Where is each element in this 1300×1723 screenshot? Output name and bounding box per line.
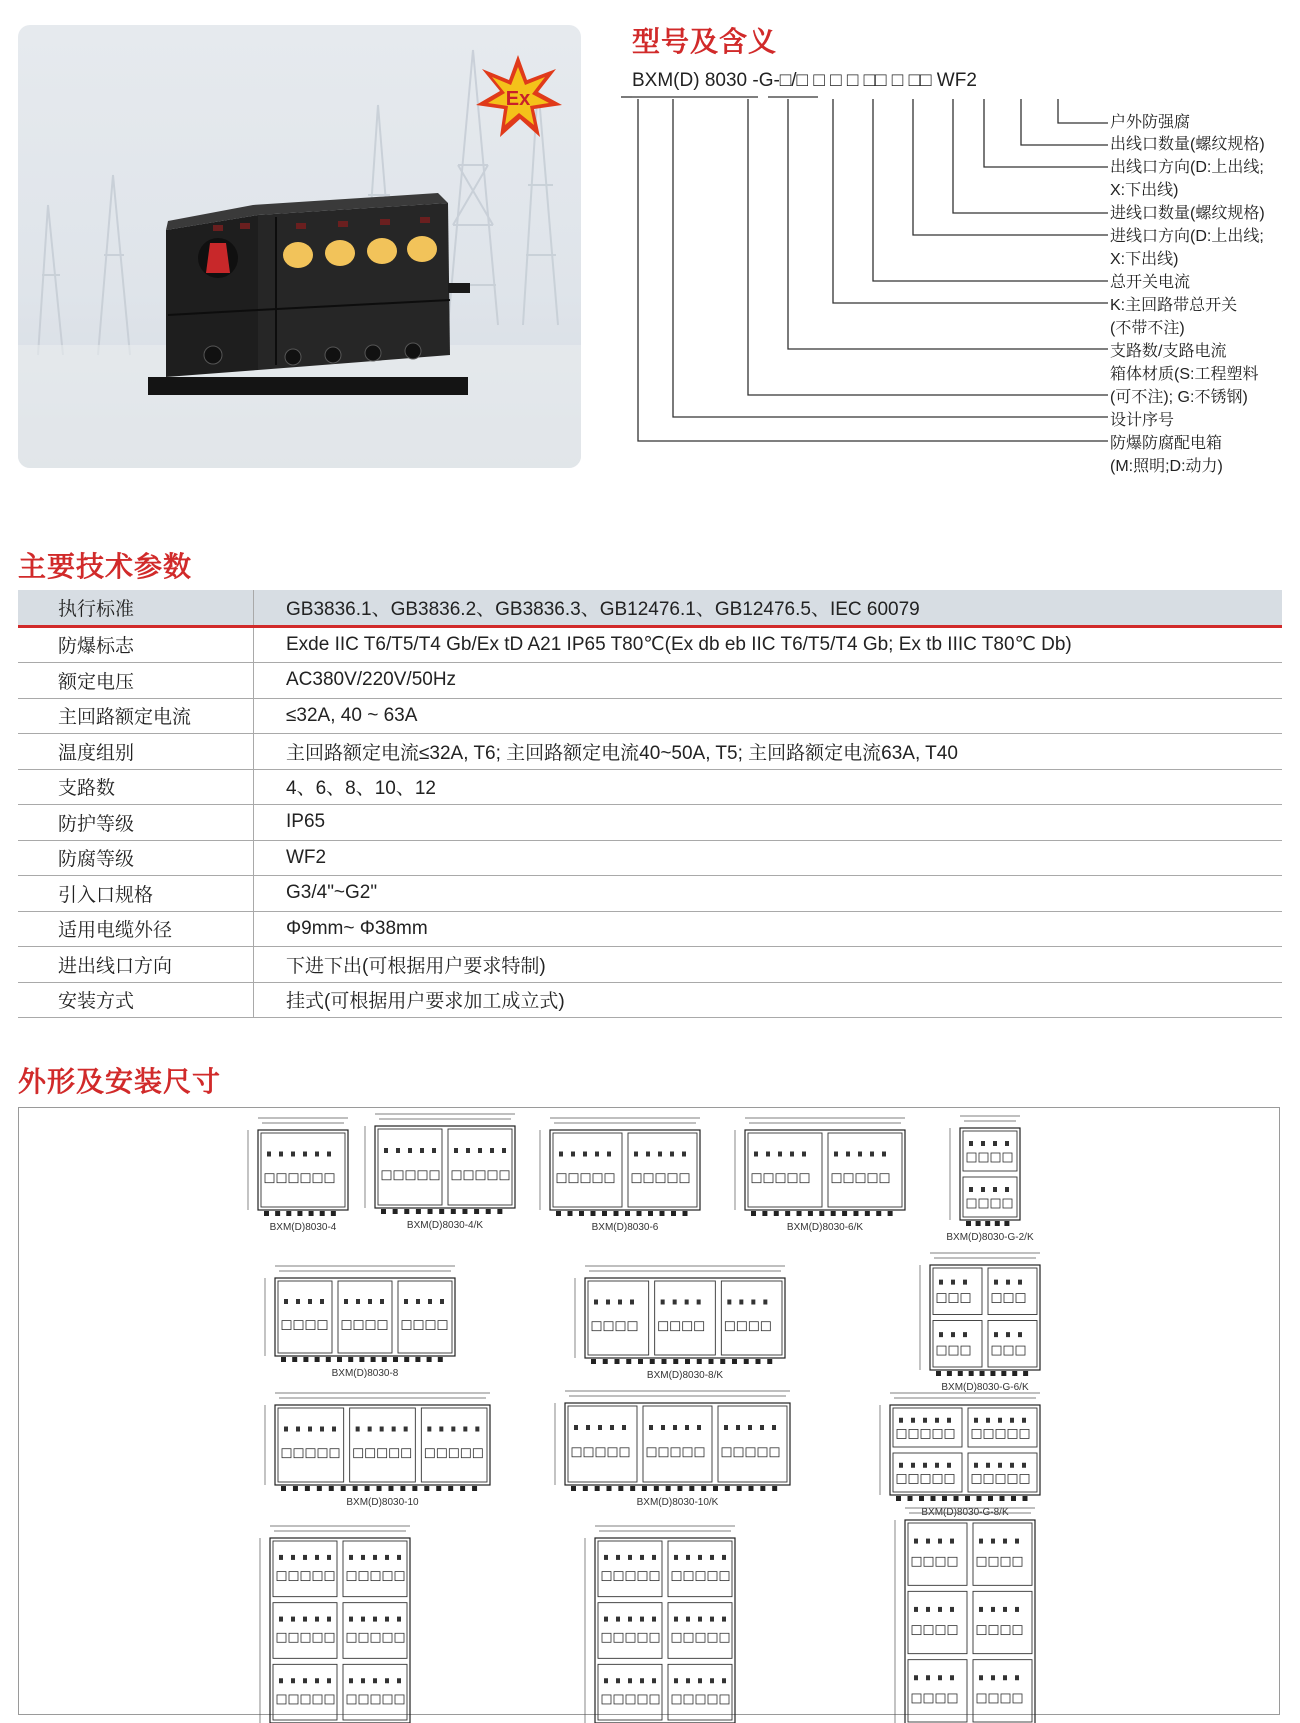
dimension-drawing	[248, 1118, 348, 1216]
param-value: AC380V/220V/50Hz	[254, 663, 1283, 699]
param-value: ≤32A, 40 ~ 63A	[254, 698, 1283, 734]
param-label: 引入口规格	[18, 876, 254, 912]
param-label: 进出线口方向	[18, 947, 254, 983]
param-value: WF2	[254, 840, 1283, 876]
param-label: 防护等级	[18, 805, 254, 841]
param-value: 挂式(可根据用户要求加工成立式)	[254, 982, 1283, 1018]
dimension-drawing	[585, 1526, 735, 1723]
param-label: 防爆标志	[18, 626, 254, 663]
param-value: 下进下出(可根据用户要求特制)	[254, 947, 1283, 983]
param-value: 4、6、8、10、12	[254, 769, 1283, 805]
code-line: 出线口方向(D:上出线;	[1110, 159, 1264, 176]
param-label: 防腐等级	[18, 840, 254, 876]
code-line: 设计序号	[1110, 412, 1175, 429]
dimension-drawing	[260, 1526, 410, 1723]
code-line: 箱体材质(S:工程塑料	[1110, 366, 1259, 383]
param-label: 支路数	[18, 769, 254, 805]
dimension-drawing	[575, 1266, 785, 1364]
code-line: 防爆防腐配电箱	[1110, 435, 1223, 452]
param-value: 主回路额定电流≤32A, T6; 主回路额定电流40~50A, T5; 主回路额定电流63A, T40	[254, 734, 1283, 770]
params-section-title: 主要技术参数	[18, 551, 193, 582]
code-line: (M:照明;D:动力)	[1110, 458, 1223, 475]
param-label: 温度组别	[18, 734, 254, 770]
dimension-drawing	[735, 1118, 905, 1216]
code-line: 户外防强腐	[1110, 114, 1191, 131]
param-value: IP65	[254, 805, 1283, 841]
drawing-caption: BXM(D)8030-G-6/K	[941, 1382, 1029, 1393]
param-label: 额定电压	[18, 663, 254, 699]
code-line: 支路数/支路电流	[1110, 343, 1227, 360]
drawing-caption: BXM(D)8030-10	[346, 1497, 419, 1508]
model-code: BXM(D) 8030 -G-□/□ □ □ □ □□ □ □□ WF2	[632, 70, 977, 91]
drawing-caption: BXM(D)8030-10/K	[636, 1497, 719, 1508]
dimension-drawing	[950, 1116, 1020, 1226]
param-value: Φ9mm~ Φ38mm	[254, 911, 1283, 947]
dimension-drawing	[265, 1393, 490, 1491]
code-line: 进线口数量(螺纹规格)	[1110, 205, 1265, 222]
dims-section-title: 外形及安装尺寸	[18, 1066, 222, 1097]
model-section-title: 型号及含义	[632, 26, 778, 57]
code-line: (不带不注)	[1110, 320, 1185, 337]
param-label: 主回路额定电流	[18, 698, 254, 734]
code-line: X:下出线)	[1110, 182, 1179, 199]
param-value: Exde IIC T6/T5/T4 Gb/Ex tD A21 IP65 T80℃(Ex db eb IIC T6/T5/T4 Gb; Ex tb IIIC T80℃ Db)	[254, 626, 1283, 663]
code-line: (可不注); G:不锈钢)	[1110, 389, 1248, 406]
drawing-caption: BXM(D)8030-4	[269, 1222, 337, 1233]
drawing-caption: BXM(D)8030-6/K	[786, 1222, 864, 1233]
code-line: 总开关电流	[1110, 274, 1191, 291]
code-line: 进线口方向(D:上出线;	[1110, 228, 1264, 245]
param-value: G3/4"~G2"	[254, 876, 1283, 912]
code-line: X:下出线)	[1110, 251, 1179, 268]
dimension-drawing	[365, 1114, 515, 1214]
dimension-drawing	[265, 1266, 455, 1362]
dimension-drawing	[555, 1391, 790, 1491]
param-label: 安装方式	[18, 982, 254, 1018]
param-label: 执行标准	[18, 590, 254, 626]
drawing-caption: BXM(D)8030-8	[331, 1368, 399, 1379]
drawing-caption: BXM(D)8030-G-8/K	[921, 1507, 1009, 1518]
code-line: K:主回路带总开关	[1110, 297, 1238, 314]
dimension-drawing	[920, 1253, 1040, 1376]
ex-badge-label: Ex	[505, 88, 531, 110]
drawing-caption: BXM(D)8030-8/K	[646, 1370, 724, 1381]
drawing-caption: BXM(D)8030-6	[591, 1222, 659, 1233]
param-label: 适用电缆外径	[18, 911, 254, 947]
param-value: GB3836.1、GB3836.2、GB3836.3、GB12476.1、GB12476.5、IEC 60079	[254, 590, 1283, 626]
dimension-drawing	[540, 1118, 700, 1216]
dimension-drawing	[895, 1508, 1035, 1723]
drawing-caption: BXM(D)8030-4/K	[406, 1220, 484, 1231]
dimension-drawing	[880, 1393, 1040, 1501]
code-line: 出线口数量(螺纹规格)	[1110, 136, 1265, 153]
drawing-caption: BXM(D)8030-G-2/K	[946, 1232, 1034, 1243]
